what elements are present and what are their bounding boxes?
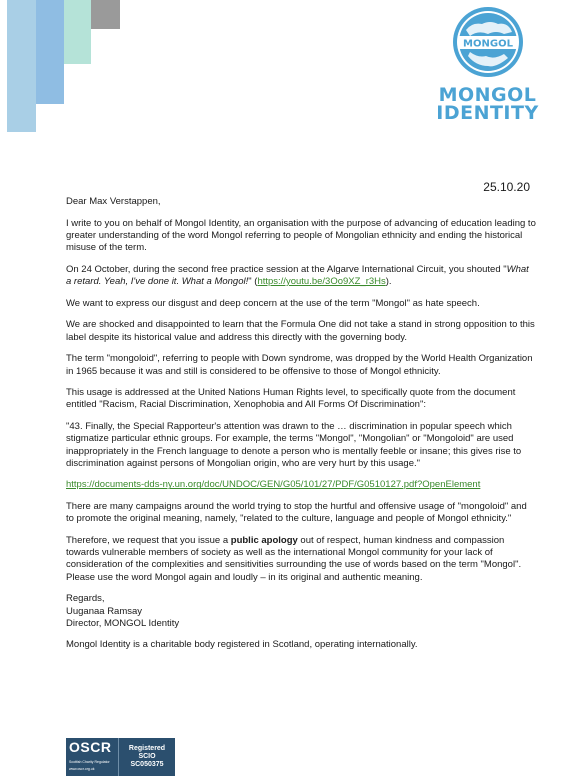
decor-bar-2 (36, 0, 64, 104)
salutation: Dear Max Verstappen, (66, 196, 161, 207)
paragraph-3: We want to express our disgust and deep concern at the use of the term "Mongol" as hate speech. (66, 297, 480, 309)
footer-note: Mongol Identity is a charitable body registered in Scotland, operating internationally. (66, 639, 418, 651)
letter-body (66, 196, 536, 661)
oscr-website-text: www.oscr.org.uk (69, 767, 95, 771)
oscr-registration-panel (119, 738, 175, 776)
oscr-number: SC050375 (130, 761, 164, 768)
logo-line-identity: IDENTITY (436, 102, 539, 124)
paragraph-1: I write to you on behalf of Mongol Identity, an organisation with the purpose of advancing of education leading to greater understanding of the word Mongol referring to people of Mongolian ethnicity and ending the historical misuse of the term. (66, 217, 536, 254)
paragraph-5: The term "mongoloid", referring to people with Down syndrome, was dropped by the World Health Organization in 1965 because it was and still is considered to be offensive to those of Mongol ethnicity. (66, 353, 533, 377)
paragraph-9 (66, 535, 536, 584)
oscr-logo-panel (66, 738, 119, 776)
globe-logo-icon (452, 6, 524, 78)
letter-date: 25.10.20 (483, 180, 530, 194)
paragraph-2 (66, 264, 536, 288)
logo-badge-text: MONGOL (462, 38, 513, 50)
decor-bar-4 (91, 0, 120, 29)
logo-line-mongol: MONGOL (438, 84, 537, 106)
quote-text: What a retard. Yeah, I've done it. What a Mongol! (66, 263, 529, 288)
paragraph-4: We are shocked and disappointed to learn that the Formula One did not take a stand in strong opposition to this label despite its historical value and address this directly with the governing body. (66, 319, 535, 343)
paragraph-8: There are many campaigns around the world trying to stop the hurtful and offensive usage of "mongoloid" and to promote the original meaning, namely, "related to the culture, language and people of Mongol ethnicity." (66, 501, 527, 525)
un-document-link-paragraph (66, 479, 536, 491)
paragraph-6: This usage is addressed at the United Nations Human Rights level, to specifically quote from the document entitled "Racism, Racial Discrimination, Xenophobia and All Forms Of Discrimination": (66, 387, 516, 411)
closing: Regards, (66, 593, 105, 605)
decor-bar-1 (7, 0, 36, 132)
oscr-mark: OSCR (69, 739, 112, 755)
mongol-identity-logo (430, 6, 545, 122)
decor-bar-3 (64, 0, 91, 64)
signer-title: Director, MONGOL Identity (66, 617, 180, 629)
paragraph-2-end: ). (385, 276, 392, 288)
youtube-link[interactable]: https://youtu.be/3Oo9XZ_r3Hs (257, 276, 386, 288)
paragraph-9-end: out of respect, human kindness and compassion towards vulnerable members of society as well as the international Mongol community for your lack of consideration of the complexities and sensitivities surrounding the use of words based on the term "Mongol". Please use the word Mongol again and loudly – in its original and authentic meaning. (66, 535, 522, 583)
signer-name: Uuganaa Ramsay (66, 605, 143, 617)
paragraph-2-mid: " ( (248, 276, 258, 288)
signature-block (66, 593, 536, 630)
paragraph-9-start: Therefore, we request that you issue a (66, 535, 231, 547)
oscr-registered: Registered (128, 745, 166, 752)
paragraph-2-start: On 24 October, during the second free practice session at the Algarve International Circuit, you shouted " (66, 263, 507, 275)
un-document-link[interactable]: https://documents-dds-ny.un.org/doc/UNDOC/GEN/G05/101/27/PDF/G0510127.pdf?OpenElement (66, 479, 481, 491)
public-apology-bold: public apology (230, 535, 298, 547)
un-quote-paragraph: "43. Finally, the Special Rapporteur's attention was drawn to the … discrimination in popular speech which stigmatize particular ethnic groups. For example, the terms "Mongol", "Mongolian" or "Mongoloid" are used inappropriately in the French language to denote a person who is mentally feeble or insane; this gives rise to discrimination against persons of Mongolian origin, who are very hurt by this usage." (66, 421, 522, 469)
oscr-registration-badge (66, 738, 175, 776)
oscr-type: SCIO (138, 753, 156, 760)
oscr-regulator-text: Scottish Charity Regulator (69, 760, 110, 764)
